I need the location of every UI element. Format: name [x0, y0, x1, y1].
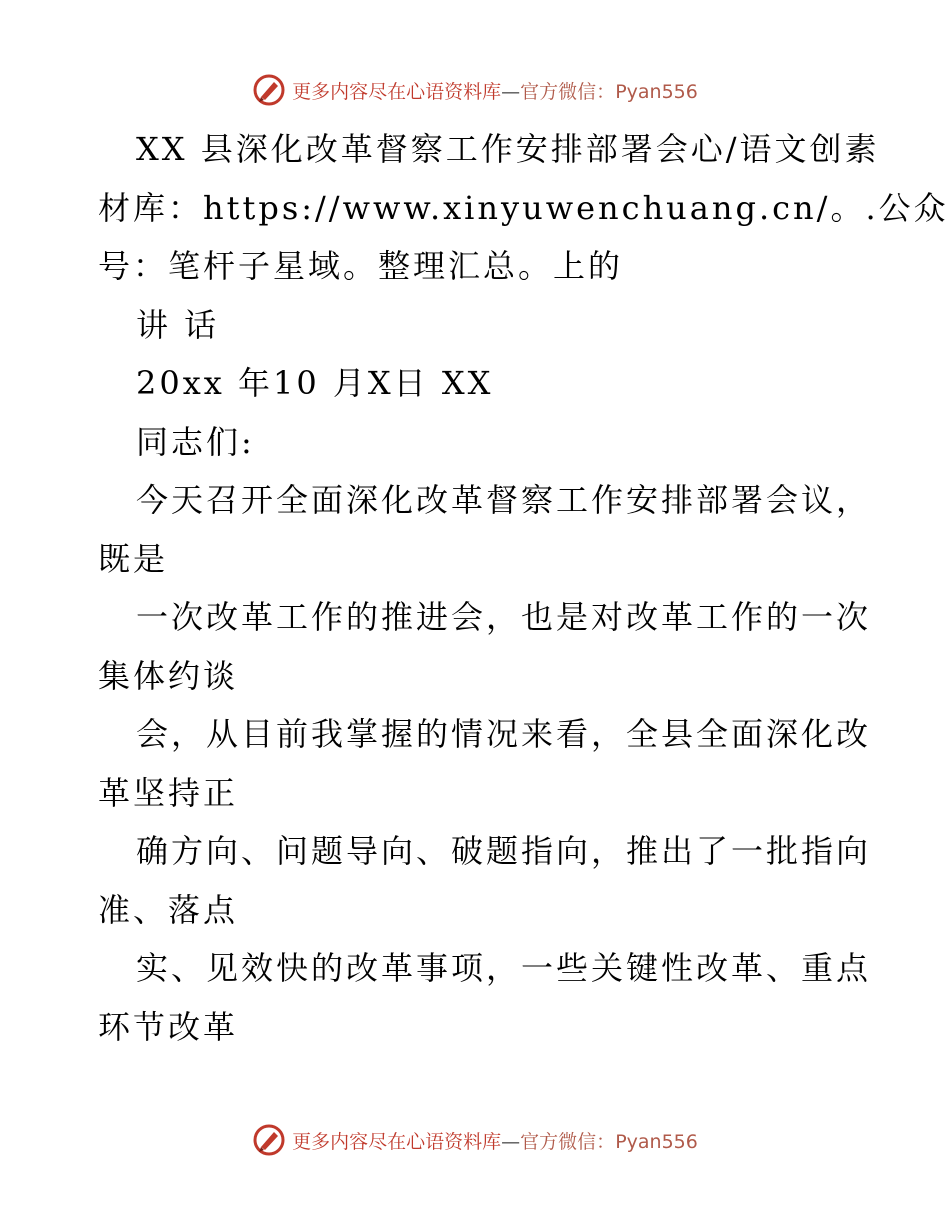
doc-line-2: 材库：https://www.xinyuwenchuang.cn/。.公众 — [98, 188, 949, 227]
doc-line-11: 会，从目前我掌握的情况来看，全县全面深化改 — [136, 715, 872, 753]
doc-line-7: 今天召开全面深化改革督察工作安排部署会议， — [136, 481, 872, 519]
footer-watermark — [0, 1120, 950, 1160]
doc-line-1: XX 县深化改革督察工作安排部署会心/语文创素 — [136, 130, 880, 168]
doc-line-5: 20xx 年10 月X日 XX — [136, 364, 494, 402]
pen-logo-icon — [252, 1123, 286, 1157]
doc-line-14: 准、落点 — [98, 890, 239, 929]
doc-line-6: 同志们: — [136, 422, 255, 461]
watermark-wechat-id: Pyan556 — [615, 80, 698, 103]
doc-line-10: 集体约谈 — [98, 656, 239, 695]
pen-logo-icon — [252, 73, 286, 107]
header-watermark — [0, 70, 950, 110]
watermark-official-label: 官方微信： — [520, 1130, 616, 1153]
doc-line-15: 实、见效快的改革事项，一些关键性改革、重点 — [136, 949, 872, 987]
doc-line-8: 既是 — [98, 539, 169, 578]
doc-line-16: 环节改革 — [98, 1007, 239, 1046]
watermark-brand: 更多内容尽在心语资料库 — [292, 1130, 502, 1153]
doc-line-3: 号：笔杆子星域。整理汇总。上的 — [98, 247, 624, 285]
watermark-wechat-id: Pyan556 — [615, 1130, 698, 1153]
doc-line-4: 讲 话 — [136, 305, 220, 344]
watermark-text — [292, 77, 698, 104]
watermark-brand: 更多内容尽在心语资料库 — [292, 80, 502, 103]
document-body — [98, 120, 949, 1056]
doc-line-12: 革坚持正 — [98, 773, 239, 812]
watermark-official-label: 官方微信： — [520, 80, 616, 103]
doc-line-13: 确方向、问题导向、破题指向，推出了一批指向 — [136, 832, 872, 870]
watermark-text — [292, 1127, 698, 1154]
doc-line-9: 一次改革工作的推进会，也是对改革工作的一次 — [136, 598, 872, 636]
watermark-separator: — — [501, 1130, 521, 1153]
watermark-separator: — — [501, 80, 521, 103]
